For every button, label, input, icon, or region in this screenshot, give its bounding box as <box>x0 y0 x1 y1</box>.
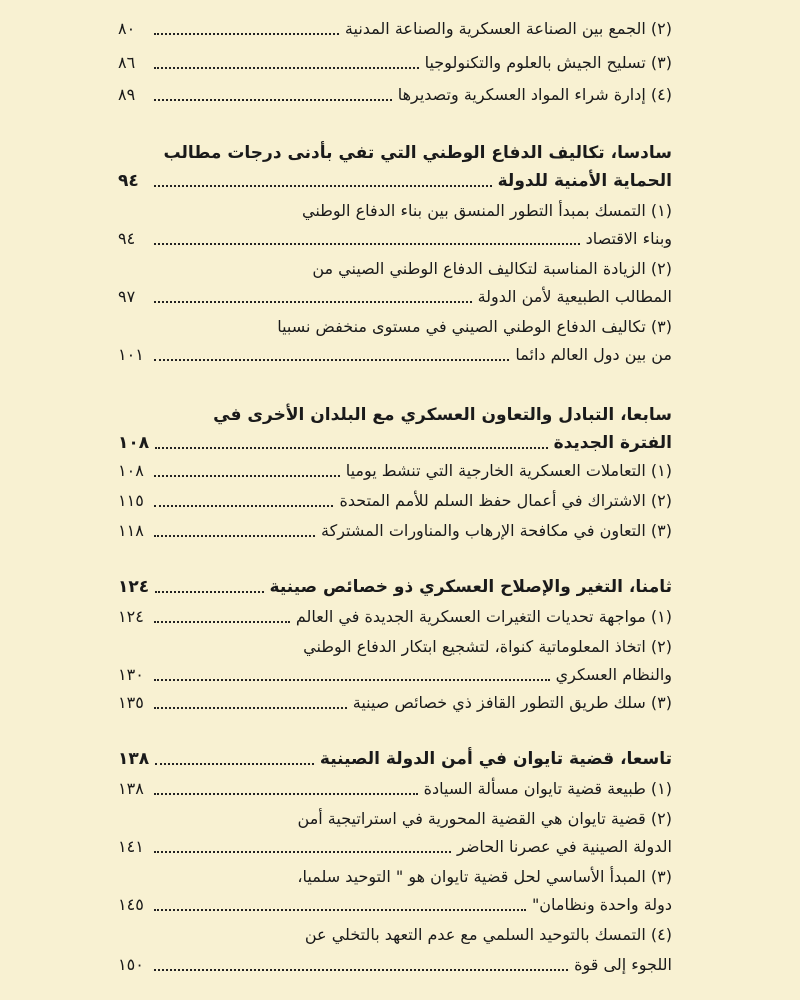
page-number: ١١٨ <box>118 521 144 540</box>
toc-entry: (٣) التعاون في مكافحة الإرهاب والمناورات المشتركة ١١٨ <box>118 521 672 540</box>
section-heading: سادسا، تكاليف الدفاع الوطني التي تفي بأدنى درجات مطالب <box>163 143 672 163</box>
page-number: ١٤٥ <box>118 895 144 914</box>
leader-dots <box>154 621 290 623</box>
page-number: ١٠٨ <box>118 433 150 453</box>
toc-entry <box>118 46 672 74</box>
toc-entry: (٢) اتخاذ المعلوماتية كنواة، لتشجيع ابتكار الدفاع الوطني <box>303 637 672 656</box>
toc-entry-text: (٤) إدارة شراء المواد العسكرية وتصديرها <box>397 85 672 104</box>
toc-entry-text: (٣) تسليح الجيش بالعلوم والتكنولوجيا <box>424 53 672 72</box>
page-number: ١١٥ <box>118 491 144 510</box>
page-number: ١٥٠ <box>118 955 144 974</box>
leader-dots <box>154 359 509 361</box>
toc-entry: (٢) الزيادة المناسبة لتكاليف الدفاع الوطني الصيني من <box>312 259 672 278</box>
toc-entry: (١) التعاملات العسكرية الخارجية التي تنشط يوميا ١٠٨ <box>118 461 672 480</box>
page-number: ١٢٤ <box>118 577 150 597</box>
page-number: ١٠١ <box>118 345 144 364</box>
toc-entry <box>118 78 672 106</box>
page-number: ١٤١ <box>118 837 144 856</box>
toc-entry: (٣) سلك طريق التطور القافز ذي خصائص صينية ١٣٥ <box>118 693 672 712</box>
toc-entry: (٢) الاشتراك في أعمال حفظ السلم للأمم المتحدة ١١٥ <box>118 491 672 510</box>
toc-entry: المطالب الطبيعية لأمن الدولة ٩٧ <box>118 287 672 306</box>
section-heading: سابعا، التبادل والتعاون العسكري مع البلدان الأخرى في <box>213 405 672 425</box>
toc-entry <box>118 12 672 40</box>
page-number: ٩٧ <box>118 287 136 306</box>
page-number: ٩٤ <box>118 171 139 191</box>
page-number: ٩٤ <box>118 229 136 248</box>
leader-dots <box>155 447 547 449</box>
toc-entry: وبناء الاقتصاد ٩٤ <box>118 229 672 248</box>
leader-dots <box>154 185 492 187</box>
toc-entry-text: (٢) الجمع بين الصناعة العسكرية والصناعة المدنية <box>344 19 672 38</box>
section-heading: الحماية الأمنية للدولة ٩٤ <box>118 171 672 191</box>
leader-dots <box>154 33 339 35</box>
toc-entry: (٢) قضية تايوان هي القضية المحورية في استراتيجية أمن <box>297 809 672 828</box>
toc-entry: (٤) التمسك بالتوحيد السلمي مع عدم التعهد بالتخلي عن <box>304 925 672 944</box>
toc-entry: (١) طبيعة قضية تايوان مسألة السيادة ١٣٨ <box>118 779 672 798</box>
leader-dots <box>154 679 550 681</box>
toc-entry: اللجوء إلى قوة ١٥٠ <box>118 955 672 974</box>
page-number: ١٣٥ <box>118 693 144 712</box>
page-number: ١٣٨ <box>118 779 144 798</box>
page-number: ١٣٨ <box>118 749 150 769</box>
section-heading: الفترة الجديدة ١٠٨ <box>118 433 672 453</box>
toc-entry: (١) التمسك بمبدأ التطور المنسق بين بناء الدفاع الوطني <box>302 201 672 220</box>
leader-dots <box>154 851 451 853</box>
leader-dots <box>154 707 347 709</box>
page-number: ١٠٨ <box>118 461 144 480</box>
toc-entry: دولة واحدة ونظامان" ١٤٥ <box>118 895 672 914</box>
section-heading: ثامنا، التغير والإصلاح العسكري ذو خصائص صينية ١٢٤ <box>118 577 672 597</box>
leader-dots <box>154 793 418 795</box>
leader-dots <box>154 475 340 477</box>
leader-dots <box>155 591 263 593</box>
leader-dots <box>154 67 419 69</box>
page-number: ١٣٠ <box>118 665 144 684</box>
page-number: ٨٦ <box>118 53 136 72</box>
page-number: ٨٩ <box>118 85 136 104</box>
toc-entry: الدولة الصينية في عصرنا الحاضر ١٤١ <box>118 837 672 856</box>
leader-dots <box>154 505 333 507</box>
page-number: ١٢٤ <box>118 607 144 626</box>
leader-dots <box>155 763 314 765</box>
leader-dots <box>154 243 580 245</box>
toc-entry: من بين دول العالم دائما ١٠١ <box>118 345 672 364</box>
section-heading: تاسعا، قضية تايوان في أمن الدولة الصينية ١٣٨ <box>118 749 672 769</box>
leader-dots <box>154 909 526 911</box>
page-number: ٨٠ <box>118 19 136 38</box>
leader-dots <box>154 99 392 101</box>
toc-entry: (١) مواجهة تحديات التغيرات العسكرية الجديدة في العالم ١٢٤ <box>118 607 672 626</box>
leader-dots <box>154 535 315 537</box>
leader-dots <box>154 969 568 971</box>
toc-entry: (٣) المبدأ الأساسي لحل قضية تايوان هو " التوحيد سلميا، <box>297 867 672 886</box>
toc-entry: (٣) تكاليف الدفاع الوطني الصيني في مستوى منخفض نسبيا <box>277 317 672 336</box>
leader-dots <box>154 301 472 303</box>
toc-entry: والنظام العسكري ١٣٠ <box>118 665 672 684</box>
